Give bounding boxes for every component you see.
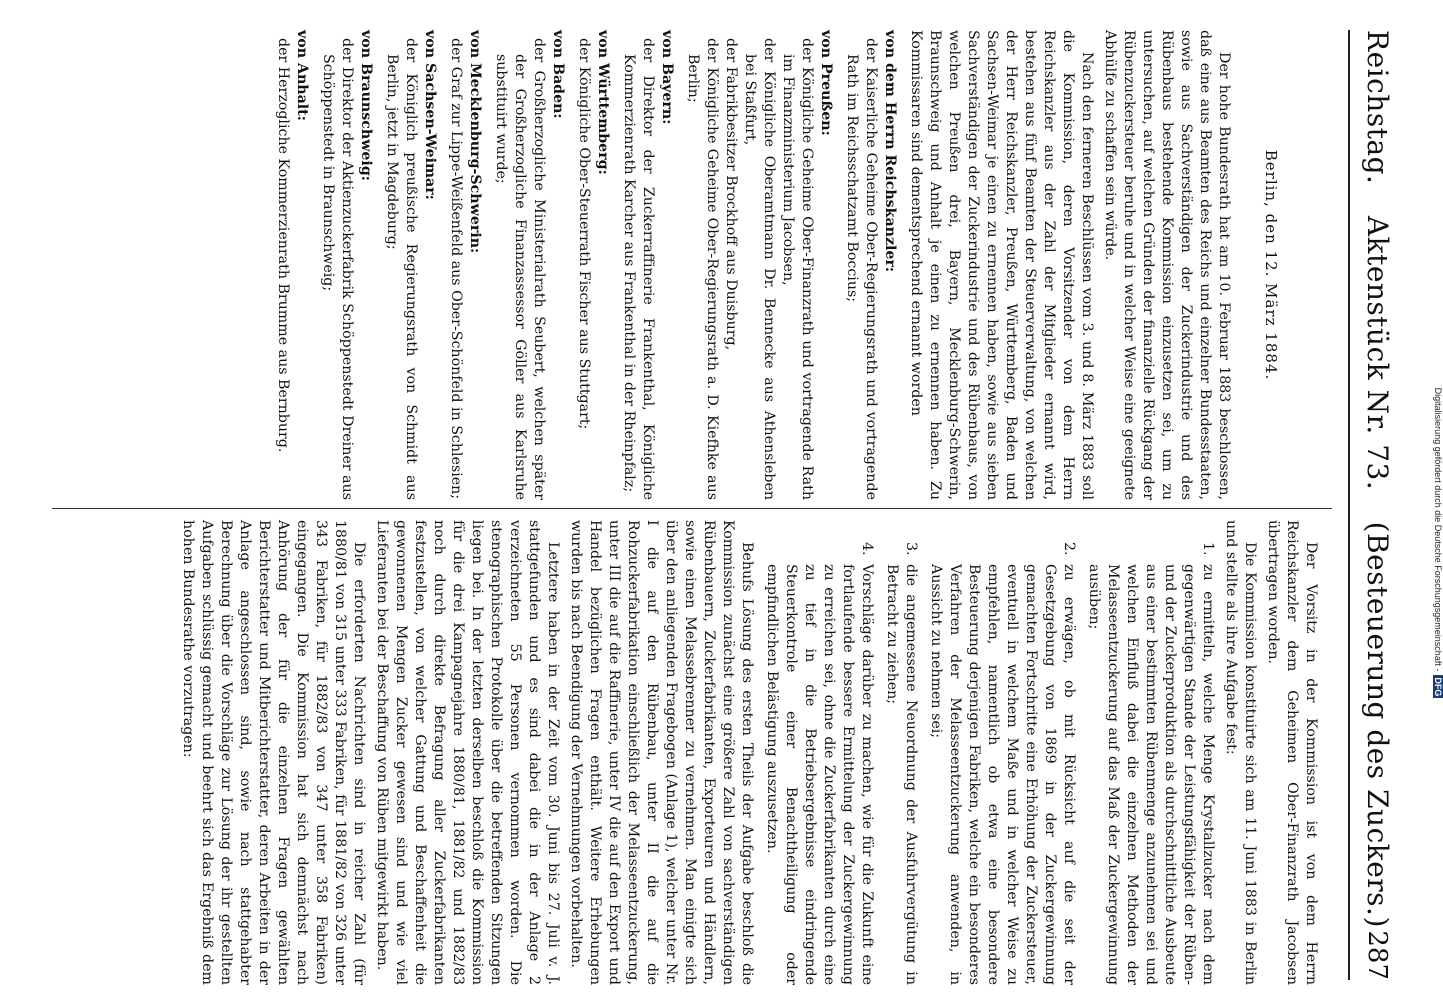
member-entry: der Königliche Ober-Steuerrath Fischer aus Stuttgart; [576,38,592,430]
member-entry: der Großherzogliche Ministerialrath Seubert, welchen später der Großherzogliche Finanzassessor Göller aus Karlsruhe substituirt wurde; [493,38,547,500]
task-item [882,520,920,985]
task-item [926,520,1078,985]
header-rule [1348,30,1350,980]
task-list [762,520,1217,985]
results-paragraph: Die erforderten Nachrichten sind in reicher Zahl (für 1880/81 von 315 unter 333 Fabriken, für 1881/82 von 326 unter 343 Fabriken, für 1882/83 von 347 unter 358 Fabriken) eingegangen. Die Kommission hat sich demnächst nach Anhörung der für die einzelnen Fragen gewählten Berichterstatter und Mitberichterstatter, deren Arbeiten in der Anlage angeschlossen sind, sowie nach stattgehabter Berechnung über die Vorschläge zur Lösung der ihr gestellten Aufgaben schlüssig gemacht und beehrt sich das Ergebniß dem hohen Bundesrathe vorzutragen: [180,520,367,985]
member-group-wuerttemberg [574,30,612,500]
task-item [1084,520,1217,985]
member-entry: der Graf zur Lippe-Weißenfeld aus Ober-Schönfeld in Schlesien; [448,38,464,500]
task-text: Vorschläge darüber zu machen, wie für die Zukunft eine fortlaufende bessere Ermittelung der Zuckergewinnung zu erreichen sei, ohne die Zuckerfabrikanten durch eine zu tief in die Betriebsergebnisse eindringende Steuerkontrole einer Benachtheiligung oder empfindlichen Belästigung auszusetzen. [764,564,875,985]
member-state: von Württemberg: [595,30,611,175]
commission-paragraph: Nach den ferneren Beschlüssen vom 3. und 8. März 1883 soll die Kommission, deren Vorsitzender von dem Herrn Reichskanzler aus der Zahl der Mitglieder ernannt wird, bestehen aus fünf Beamten der Steuerverwaltung, von welchen der Herr Reichskanzler, Preußen, Württemberg, Baden und Sachsen-Weimar je einen zu ernennen haben, sowie aus sieben Sachverständigen der Zuckerindustrie und des Rübenbaus, von welchen Preußen drei, Bayern, Mecklenburg-Schwerin, Braunschweig und Anhalt je einen zu ernennen haben. Zu Kommissaren sind dementsprechend ernannt worden [908,30,1095,500]
running-head-document-number: Aktenstück Nr. 73. [1361,215,1394,491]
task-item [762,520,876,985]
member-state: von Sachsen-Weimar: [422,30,438,200]
running-head-reichstag: Reichstag. [1361,30,1394,185]
member-entry: der Königliche Geheime Ober-Finanzrath und vortragende Rath im Finanzministerium Jacobsen, [780,38,815,500]
member-state: von Braunschweig: [358,30,374,181]
member-entry: der Direktor der Aktienzuckerfabrik Schöppenstedt Dreiner aus Schöppenstedt in Braunschweig; [320,38,355,500]
rotated-page-content [22,0,1432,1000]
member-entry: der Fabrikbesitzer Brockhoff aus Duisburg, [723,38,739,351]
member-group-preussen [683,30,835,500]
task-number: 1. [1200,542,1216,556]
member-entry: der Kaiserliche Geheime Ober-Regierungsrath und vortragende Rath im Reichsschatzamt Boccius; [844,38,879,500]
task-number: 3. [903,542,919,556]
running-head-subject: (Besteuerung des Zuckers.) [1361,521,1394,928]
member-group-sachsen-weimar [382,30,439,500]
member-entry: der Direktor der Zuckerraffinerie Frankenthal, Königliche Kommerzienrath Karcher aus Frankenthal in der Rheinpfalz; [621,38,656,500]
right-column [174,520,1320,985]
task-number: 2. [1061,542,1077,556]
dateline: Berlin, den 12. März 1884. [1262,149,1280,381]
task-text: zu ermitteln, welche Menge Krystallzucker nach dem gegenwärtigen Stande der Leistungsfähigkeit der Rüben- und der Zuckerproduktion als durchschnittliche Ausbeute aus einer bestimmten Rübenmenge anzunehmen sei und welchen Einfluß dabei die einzelnen Methoden der Melasseentzuckerung auf das Maß der Zuckergewinnung ausüben; [1086,564,1216,985]
member-state: von Anhalt: [294,30,310,121]
member-state: von Preußen: [818,30,834,136]
task-number: 4. [859,542,875,556]
member-state: von Baden: [550,30,566,119]
dfg-logo: DFG [1433,677,1443,697]
method-paragraph: Behufs Lösung des ersten Theils der Aufgabe beschloß die Kommission zunächst eine größere Zahl von sachverständigen Rübenbauern, Zuckerfabrikanten, Exporteuren und Händlern, sowie einen Melassebrenner zu vernehmen. Man einigte sich über den anliegenden Fragebogen (Anlage 1), welcher unter Nr. I die auf den Rübenbau, unter II die auf die Rohzuckerfabrikation einschließlich der Melasseentzuckerung, unter III die auf die Raffinerie, unter IV die auf den Export und Handel bezüglichen Fragen enthält. Weitere Erhebungen wurden bis nach Beendigung der Vernehmungen vorbehalten. [568,520,755,985]
member-group-baden [491,30,567,500]
column-divider [52,508,1332,509]
member-entry: der Königliche Geheime Ober-Regierungsrath a. D. Kiefhke aus Berlin; [685,38,720,500]
digitization-credit-text: Digitalisierung gefördert durch die Deutsche Forschungsgemeinschaft - [1433,387,1443,672]
running-head [1361,30,1394,950]
member-state: von Bayern: [659,30,675,125]
member-group-bayern [619,30,676,500]
task-text: die angemessene Neuordnung der Ausfuhrvergütung in Betracht zu ziehen; [884,564,919,985]
digitization-credit [1393,150,1443,950]
member-state: von Mecklenburg-Schwerin: [467,30,483,254]
left-column [273,30,1320,500]
page-number: 287 [1362,930,1392,980]
chair-paragraph: Der Vorsitz in der Kommission ist von dem Herrn Reichskanzler dem Geheimen Ober-Finanzrath Jacobsen übertragen worden. [1265,520,1319,985]
member-entry: der Königlich preußische Regierungsrath von Schmidt aus Berlin, jetzt in Magdeburg; [384,38,419,500]
member-group-anhalt [273,30,311,500]
task-text: zu erwägen, ob mit Rücksicht auf die seit der Gesetzgebung von 1869 in der Zuckergewinnung gemachten Fortschritte eine Erhöhung der Zuckersteuer, eventuell in welchem Maße und in welcher Weise zu empfehlen, namentlich ob etwa eine besondere Besteuerung derjenigen Fabriken, welche ein besonderes Verfahren der Melasseentzuckerung anwenden, in Aussicht zu nehmen sei; [928,564,1077,985]
member-group-reichskanzler [842,30,899,500]
member-state: von dem Herrn Reichskanzler: [882,30,898,273]
member-entry: der Herzogliche Kommerzienrath Brumme aus Bernburg. [275,38,291,453]
intro-paragraph: Der hohe Bundesrath hat am 10. Februar 1883 beschlossen, daß eine aus Beamten des Reichs und einzelner Bundesstaaten, sowie aus Sachverständigen der Zuckerindustrie und des Rübenbaus bestehende Kommission einzusetzen sei, um zu untersuchen, auf welchen Gründen der finanzielle Rückgang der Rübenzuckersteuer beruhe und in welcher Weise eine geeignete Abhülfe zu schaffen sein würde. [1102,30,1232,500]
hearings-paragraph: Letztere haben in der Zeit vom 30. Juni bis 27. Juli v. J. stattgefunden und es sind dabei die in der Anlage 2 verzeichneten 55 Personen vernommen worden. Die stenographischen Protokolle über die betreffenden Sitzungen liegen bei. In der letzten derselben beschloß die Kommission für die drei Kampagnejahre 1880/81, 1881/82 und 1882/83 noch durch direkte Befragung aller Zuckerfabrikanten festzustellen, von welcher Gattung und Beschaffenheit die gewonnenen Mengen Zucker gewesen sind und wie viel Lieferanten bei der Beschaffung von Rüben mitgewirkt haben. [374,520,561,985]
constitution-paragraph: Die Kommission konstituirte sich am 11. Juni 1883 in Berlin und stellte als ihre Aufgabe fest: [1223,520,1258,985]
member-group-mecklenburg [446,30,484,500]
member-list [273,30,899,500]
member-entry: der Königliche Oberamtmann Dr. Bennecke aus Athensleben bei Staßfurt, [742,38,777,500]
member-group-braunschweig [318,30,375,500]
